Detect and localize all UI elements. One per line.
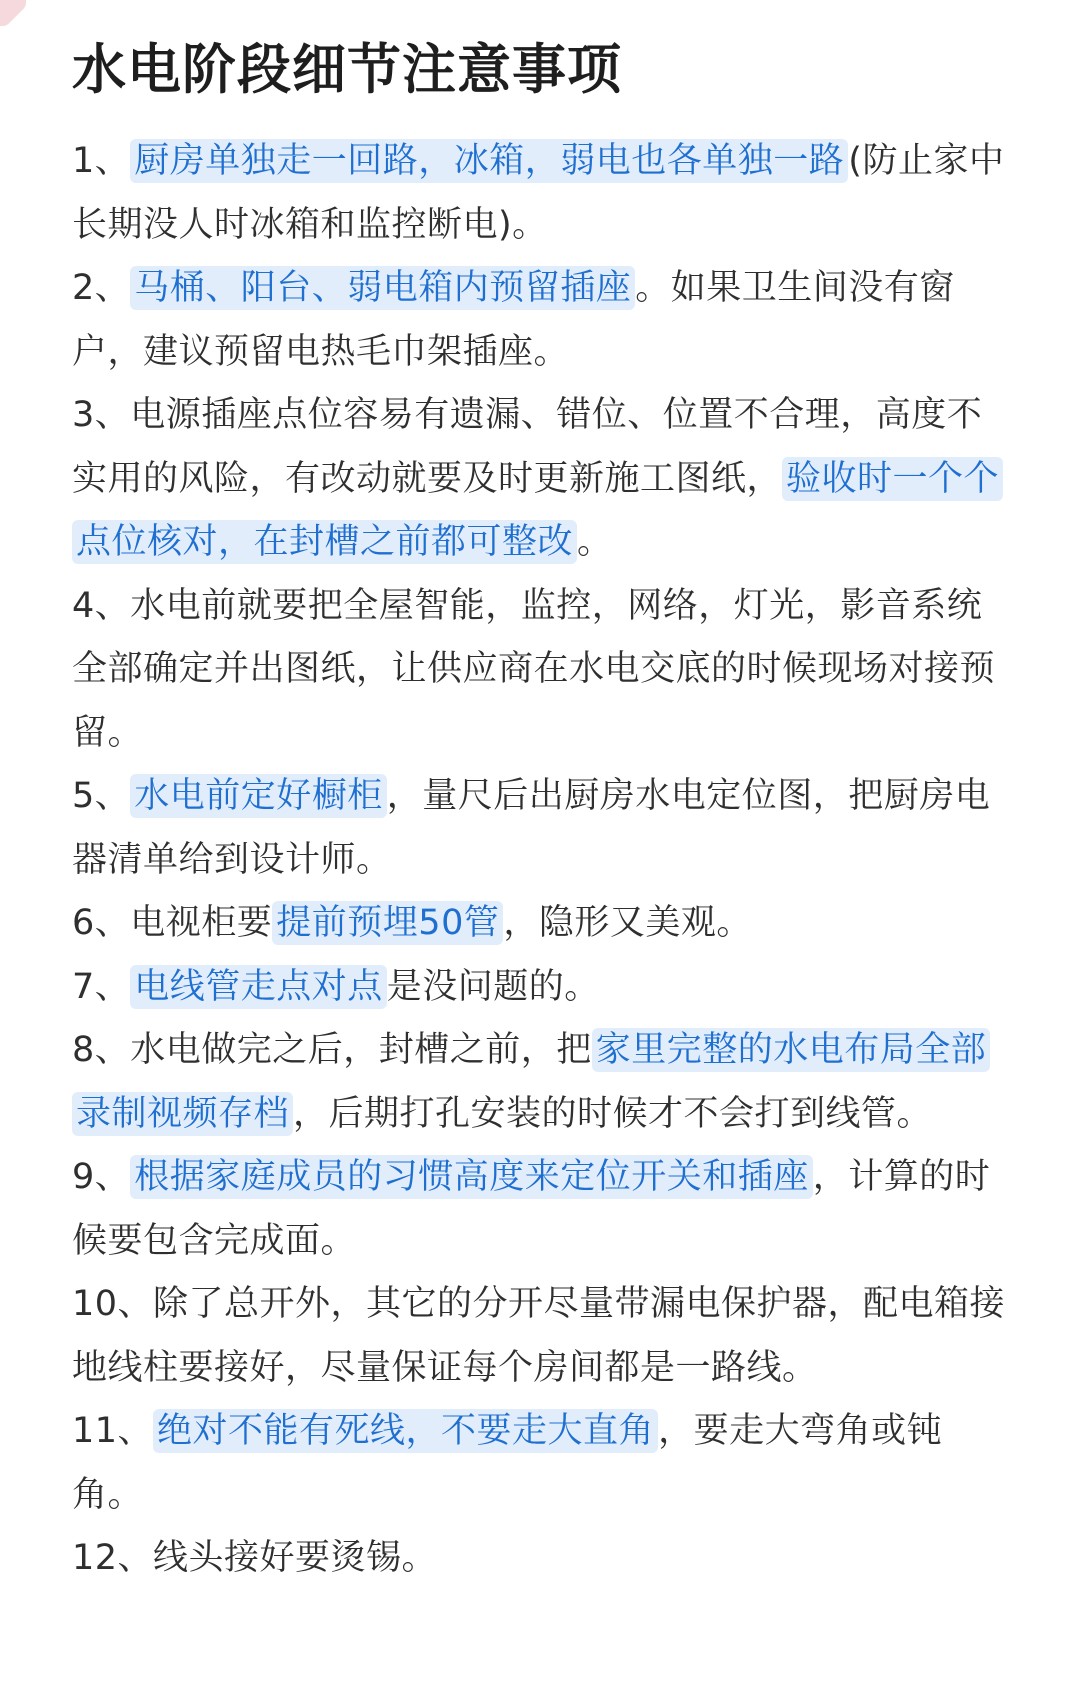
tip-number: 5、 xyxy=(72,776,131,816)
tip-item xyxy=(72,956,1012,1020)
tip-number: 10、 xyxy=(72,1284,154,1324)
tip-number: 6、 xyxy=(72,903,131,943)
corner-decoration xyxy=(0,0,30,30)
tip-text: ，量尺后出厨房水电定位图，把厨房电器清单给到设计师。 xyxy=(72,776,991,880)
tip-text: (防止家中长期没人时冰箱和监控断电)。 xyxy=(72,141,1005,245)
tip-text: 线头接好要烫锡。 xyxy=(153,1538,438,1578)
tip-item xyxy=(72,892,1012,956)
tip-highlight-text: 根据家庭成员的习惯高度来定位开关和插座 xyxy=(130,1155,813,1199)
tip-text: ，隐形又美观。 xyxy=(503,903,752,943)
tip-item xyxy=(72,1527,1012,1591)
tip-number: 4、 xyxy=(72,585,131,626)
tip-item xyxy=(72,1019,1012,1146)
tip-number: 12、 xyxy=(72,1538,154,1578)
tip-text: ，计算的时候要包含完成面。 xyxy=(72,1157,991,1261)
tip-text: 电源插座点位容易有遗漏、错位、位置不合理，高度不实用的风险，有改动就要及时更新施工图纸， xyxy=(72,395,983,499)
tip-number: 8、 xyxy=(72,1030,131,1070)
tip-highlight-text: 验收时一个个点位核对，在封槽之前都可整改 xyxy=(72,457,1003,565)
tip-text: 。如果卫生间没有窗户，建议预留电热毛巾架插座。 xyxy=(72,268,955,372)
tip-item xyxy=(72,1146,1012,1273)
tip-number: 3、 xyxy=(72,395,131,435)
page-title: 水电阶段细节注意事项 xyxy=(72,38,622,101)
article xyxy=(72,30,1012,1591)
tip-item xyxy=(72,1400,1012,1527)
tip-text: ，后期打孔安装的时候才不会打到线管。 xyxy=(293,1093,933,1134)
tip-highlight-text: 马桶、阳台、弱电箱内预留插座 xyxy=(130,266,635,310)
tip-highlight-text: 家里完整的水电布局全部录制视频存档 xyxy=(72,1028,990,1136)
tip-item xyxy=(72,257,1012,384)
tip-number: 7、 xyxy=(72,966,131,1007)
tip-item xyxy=(72,575,1012,766)
tip-item xyxy=(72,1273,1012,1400)
tip-highlight-text: 绝对不能有死线，不要走大直角 xyxy=(153,1409,658,1453)
tip-number: 1、 xyxy=(72,141,131,181)
tip-text: 水电做完之后，封槽之前，把 xyxy=(130,1030,592,1070)
tips-list xyxy=(72,130,1012,1591)
tip-number: 2、 xyxy=(72,268,131,308)
tip-text: 除了总开外，其它的分开尽量带漏电保护器，配电箱接地线柱要接好，尽量保证每个房间都是一路线。 xyxy=(72,1284,1006,1388)
tip-item xyxy=(72,130,1012,257)
tip-item xyxy=(72,765,1012,892)
tip-number: 11、 xyxy=(72,1411,154,1451)
tip-text: 水电前就要把全屋智能，监控，网络，灯光，影音系统全部确定并出图纸，让供应商在水电交底的时候现场对接预留。 xyxy=(72,585,996,753)
tip-highlight-text: 厨房单独走一回路，冰箱，弱电也各单独一路 xyxy=(130,139,848,183)
tip-text: 是没问题的。 xyxy=(386,966,600,1007)
tip-number: 9、 xyxy=(72,1157,131,1197)
tip-text: 电视柜要 xyxy=(130,903,273,943)
tip-highlight-text: 提前预埋50管 xyxy=(272,901,503,945)
tip-text: ，要走大弯角或钝角。 xyxy=(72,1411,943,1515)
tip-highlight-text: 电线管走点对点 xyxy=(130,965,387,1009)
tip-highlight-text: 水电前定好橱柜 xyxy=(130,774,387,818)
tip-item xyxy=(72,384,1012,575)
tip-text: 。 xyxy=(577,522,613,562)
